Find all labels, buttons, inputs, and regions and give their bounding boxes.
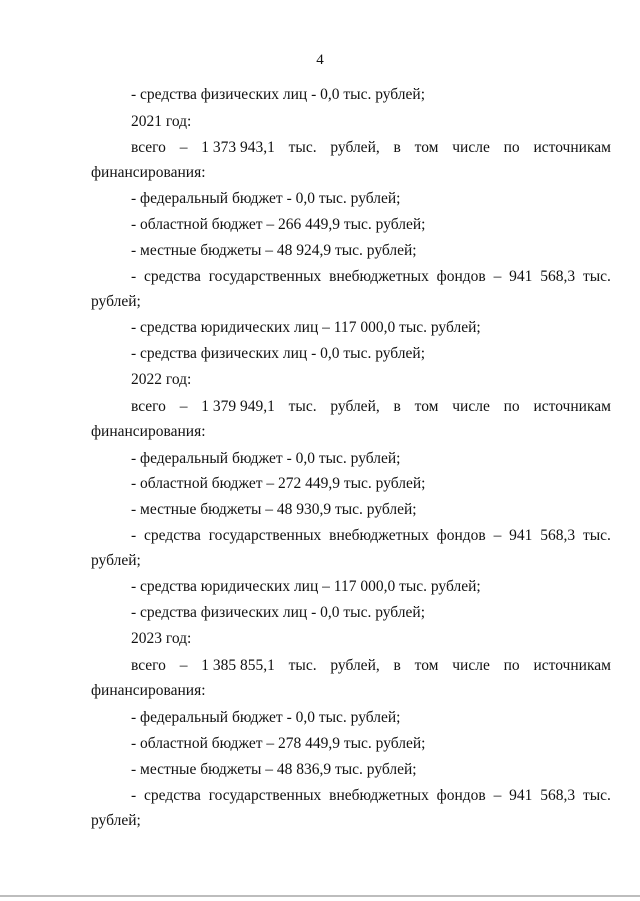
word: в xyxy=(393,139,401,156)
word: – xyxy=(493,527,502,544)
year-2023-federal: - федеральный бюджет - 0,0 тыс. рублей; xyxy=(131,709,401,726)
word: - xyxy=(131,268,137,285)
word: источникам xyxy=(533,398,611,415)
year-2023-total-line xyxy=(131,657,611,675)
word: 941 xyxy=(509,787,533,804)
word: внебюджетных xyxy=(329,527,429,544)
year-2022-offbudget-cont: рублей; xyxy=(91,552,141,569)
word: фондов xyxy=(436,268,486,285)
word: фондов xyxy=(436,787,486,804)
word: том xyxy=(414,657,439,674)
word: по xyxy=(503,139,520,156)
word: рублей, xyxy=(330,398,380,415)
year-2022-local: - местные бюджеты – 48 930,9 тыс. рублей; xyxy=(131,501,417,518)
year-2023-total-cont: финансирования: xyxy=(91,682,206,699)
total-amount: 1 385 855,1 xyxy=(201,657,275,674)
word: 568,3 xyxy=(540,527,576,544)
word: – xyxy=(493,787,502,804)
word: рублей, xyxy=(330,657,380,674)
year-2021-offbudget-line xyxy=(131,268,611,286)
year-2021-individuals: - средства физических лиц - 0,0 тыс. рублей; xyxy=(131,345,426,362)
word: государственных xyxy=(208,527,322,544)
word: – xyxy=(179,398,188,415)
word: внебюджетных xyxy=(329,787,429,804)
word: тыс. xyxy=(582,527,611,544)
year-2022-label: 2022 год: xyxy=(131,371,192,388)
word: числе xyxy=(452,398,490,415)
year-2022-legal: - средства юридических лиц – 117 000,0 тыс. рублей; xyxy=(131,578,481,595)
year-2023-label: 2023 год: xyxy=(131,630,192,647)
word: – xyxy=(179,139,188,156)
word: – xyxy=(179,657,188,674)
year-2023-regional: - областной бюджет – 278 449,9 тыс. рублей; xyxy=(131,735,426,752)
word: том xyxy=(414,139,439,156)
word: тыс. xyxy=(288,398,317,415)
year-2021-offbudget-cont: рублей; xyxy=(91,293,141,310)
year-2023-offbudget-line xyxy=(131,787,611,805)
year-2023-offbudget-cont: рублей; xyxy=(91,812,141,829)
word: внебюджетных xyxy=(329,268,429,285)
year-2022-total-cont: финансирования: xyxy=(91,423,206,440)
word: числе xyxy=(452,139,490,156)
word: государственных xyxy=(208,787,322,804)
year-2021-regional: - областной бюджет – 266 449,9 тыс. рублей; xyxy=(131,216,426,233)
year-2022-federal: - федеральный бюджет - 0,0 тыс. рублей; xyxy=(131,450,401,467)
word: рублей, xyxy=(330,139,380,156)
word: 941 xyxy=(509,527,533,544)
year-2022-individuals: - средства физических лиц - 0,0 тыс. рублей; xyxy=(131,604,426,621)
word: всего xyxy=(131,657,166,674)
word: источникам xyxy=(533,139,611,156)
word: 568,3 xyxy=(540,268,576,285)
word: тыс. xyxy=(582,268,611,285)
word: - xyxy=(131,527,137,544)
word: 568,3 xyxy=(540,787,576,804)
word: средства xyxy=(144,268,201,285)
year-2023-local: - местные бюджеты – 48 836,9 тыс. рублей; xyxy=(131,761,417,778)
word: всего xyxy=(131,398,166,415)
page-number: 4 xyxy=(316,52,324,68)
year-2021-federal: - федеральный бюджет - 0,0 тыс. рублей; xyxy=(131,190,401,207)
year-2022-total-line xyxy=(131,398,611,416)
total-amount: 1 373 943,1 xyxy=(201,139,275,156)
year-2021-total-cont: финансирования: xyxy=(91,164,206,181)
word: числе xyxy=(452,657,490,674)
word: тыс. xyxy=(582,787,611,804)
total-amount: 1 379 949,1 xyxy=(201,398,275,415)
word: по xyxy=(503,398,520,415)
word: тыс. xyxy=(288,657,317,674)
word: государственных xyxy=(208,268,322,285)
year-2022-regional: - областной бюджет – 272 449,9 тыс. рублей; xyxy=(131,475,426,492)
word: тыс. xyxy=(288,139,317,156)
word: фондов xyxy=(436,527,486,544)
year-2021-legal: - средства юридических лиц – 117 000,0 тыс. рублей; xyxy=(131,319,481,336)
word: средства xyxy=(144,787,201,804)
word: 941 xyxy=(509,268,533,285)
word: в xyxy=(393,398,401,415)
word: по xyxy=(503,657,520,674)
word: – xyxy=(493,268,502,285)
year-2021-local: - местные бюджеты – 48 924,9 тыс. рублей; xyxy=(131,242,417,259)
word: всего xyxy=(131,139,166,156)
word: средства xyxy=(144,527,201,544)
word: в xyxy=(393,657,401,674)
year-2022-offbudget-line xyxy=(131,527,611,545)
year-2021-label: 2021 год: xyxy=(131,113,192,130)
word: том xyxy=(414,398,439,415)
word: - xyxy=(131,787,137,804)
intro-individuals-line: - средства физических лиц - 0,0 тыс. рублей; xyxy=(131,86,426,103)
word: источникам xyxy=(533,657,611,674)
bottom-divider xyxy=(0,895,640,897)
year-2021-total-line xyxy=(131,139,611,157)
